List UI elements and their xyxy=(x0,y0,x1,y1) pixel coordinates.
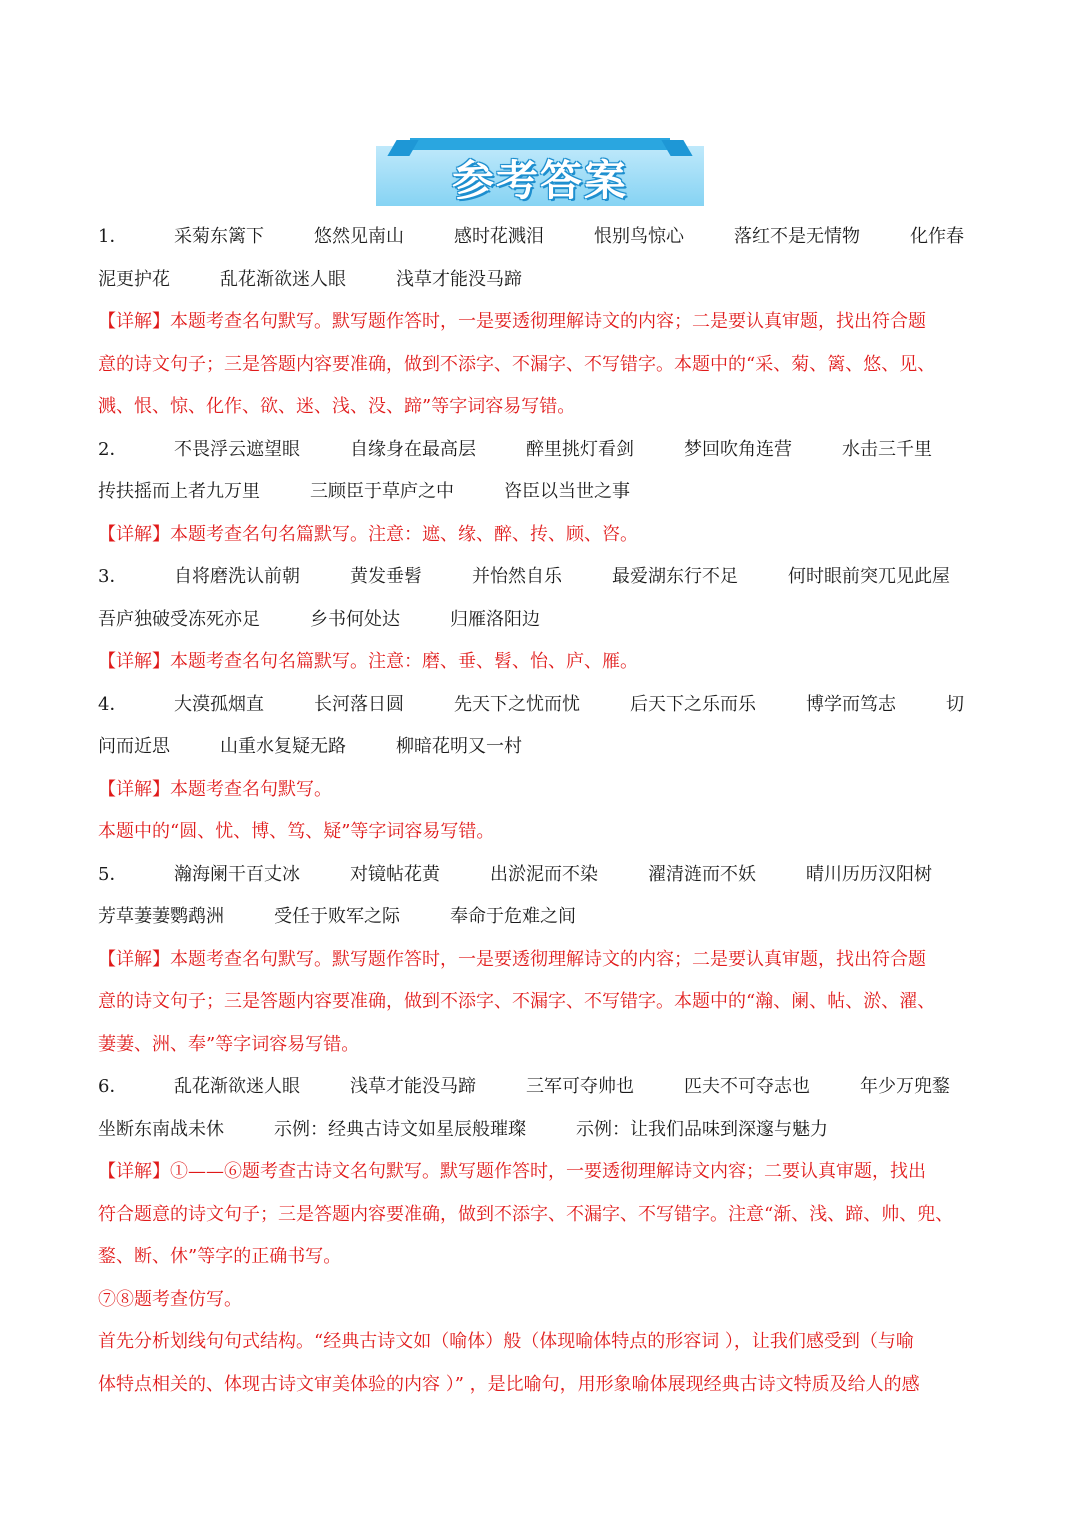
answer-text: 醉里挑灯看剑 xyxy=(526,438,634,460)
answer-text: 坐断东南战未休 xyxy=(98,1118,224,1140)
answer-banner xyxy=(376,138,704,208)
question-number: 2． xyxy=(98,438,128,460)
answer-text: 问而近思 xyxy=(98,736,170,757)
answer-text: 博学而笃志 xyxy=(806,693,896,715)
answer-text: 示例：让我们品味到深邃与魅力 xyxy=(576,1118,828,1140)
answer-line xyxy=(98,1111,984,1154)
explanation-line: 【详解】本题考查名句名篇默写。注意：遮、缘、醉、抟、顾、咨。 xyxy=(98,523,638,545)
explanation-line: 符合题意的诗文句子；三是答题内容要准确，做到不添字、不漏字、不写错字。注意“渐、浅、蹄、帅、兜、 xyxy=(98,1203,954,1225)
explanation-line: 【详解】本题考查名句名篇默写。注意：磨、垂、髫、怡、庐、雁。 xyxy=(98,651,638,672)
answer-line xyxy=(98,686,984,729)
answer-text: 乱花渐欲迷人眼 xyxy=(174,1076,300,1097)
answer-text: 奉命于危难之间 xyxy=(450,906,576,927)
explanation-line: 本题中的“圆、忧、博、笃、疑”等字词容易写错。 xyxy=(98,821,495,842)
answer-content xyxy=(98,218,984,1408)
answer-line xyxy=(98,261,984,304)
answer-text: 出淤泥而不染 xyxy=(490,863,598,885)
question-number: 5． xyxy=(98,863,128,885)
answer-text: 三顾臣于草庐之中 xyxy=(310,481,454,502)
answer-text: 瀚海阑干百丈冰 xyxy=(174,863,300,885)
answer-text: 濯清涟而不妖 xyxy=(648,863,756,885)
answer-line xyxy=(98,728,984,771)
answer-text: 并怡然自乐 xyxy=(472,566,562,587)
explanation-line: 鍪、断、休”等字的正确书写。 xyxy=(98,1246,342,1267)
answer-text: 归雁洛阳边 xyxy=(450,608,540,630)
answer-text: 最爱湖东行不足 xyxy=(612,566,738,587)
explanation-line: 【详解】本题考查名句默写。默写题作答时，一是要透彻理解诗文的内容；二是要认真审题，找出符合题 xyxy=(98,311,926,332)
answer-text: 年少万兜鍪 xyxy=(860,1076,950,1097)
question-number: 1． xyxy=(98,226,128,247)
answer-text: 芳草萋萋鹦鹉洲 xyxy=(98,906,224,927)
answer-text: 受任于败军之际 xyxy=(274,906,400,927)
explanation-line: 【详解】本题考查名句默写。默写题作答时，一是要透彻理解诗文的内容；二是要认真审题，找出符合题 xyxy=(98,948,926,970)
answer-text: 山重水复疑无路 xyxy=(220,736,346,757)
answer-text: 对镜帖花黄 xyxy=(350,863,440,885)
explanation-line: 意的诗文句子；三是答题内容要准确，做到不添字、不漏字、不写错字。本题中的“瀚、阑、帖、淤、濯、 xyxy=(98,991,936,1012)
answer-text: 悠然见南山 xyxy=(314,226,404,247)
banner-title: 参考答案 xyxy=(451,156,628,205)
answer-text: 感时花溅泪 xyxy=(454,226,544,247)
answer-text: 抟扶摇而上者九万里 xyxy=(98,481,260,502)
answer-text: 水击三千里 xyxy=(842,438,932,460)
answer-text: 落红不是无情物 xyxy=(734,226,860,247)
answer-line xyxy=(98,601,984,644)
explanation-line: 【详解】①——⑥题考查古诗文名句默写。默写题作答时，一要透彻理解诗文内容；二要认真审题，找出 xyxy=(98,1161,926,1182)
explanation-line: 体特点相关的、体现古诗文审美体验的内容 ）” ，是比喻句，用形象喻体展现经典古诗文特质及给人的感 xyxy=(98,1373,920,1395)
answer-text: 先天下之忧而忧 xyxy=(454,693,580,715)
answer-text: 示例：经典古诗文如星辰般璀璨 xyxy=(274,1118,526,1140)
answer-text: 浅草才能没马蹄 xyxy=(350,1076,476,1097)
answer-text: 黄发垂髫 xyxy=(350,566,422,587)
answer-line xyxy=(98,218,984,261)
answer-text: 切 xyxy=(946,693,964,715)
answer-text: 不畏浮云遮望眼 xyxy=(174,438,300,460)
answer-text: 晴川历历汉阳树 xyxy=(806,863,932,885)
answer-line xyxy=(98,431,984,474)
answer-text: 吾庐独破受冻死亦足 xyxy=(98,608,260,630)
question-number: 3． xyxy=(98,566,128,587)
answer-line xyxy=(98,558,984,601)
answer-text: 后天下之乐而乐 xyxy=(630,693,756,715)
answer-line xyxy=(98,1068,984,1111)
explanation-line: 意的诗文句子；三是答题内容要准确，做到不添字、不漏字、不写错字。本题中的“采、菊、篱、悠、见、 xyxy=(98,353,936,375)
question-number: 6． xyxy=(98,1076,128,1097)
answer-text: 恨别鸟惊心 xyxy=(594,226,684,247)
answer-text: 长河落日圆 xyxy=(314,693,404,715)
question-number: 4． xyxy=(98,693,128,715)
answer-line xyxy=(98,473,984,516)
answer-text: 自将磨洗认前朝 xyxy=(174,566,300,587)
answer-line xyxy=(98,856,984,899)
answer-text: 乱花渐欲迷人眼 xyxy=(220,268,346,290)
answer-text: 咨臣以当世之事 xyxy=(504,481,630,502)
answer-text: 化作春 xyxy=(910,226,964,247)
answer-text: 柳暗花明又一村 xyxy=(396,736,522,757)
answer-text: 匹夫不可夺志也 xyxy=(684,1076,810,1097)
answer-text: 梦回吹角连营 xyxy=(684,438,792,460)
answer-text: 自缘身在最高层 xyxy=(350,438,476,460)
explanation-line: 首先分析划线句句式结构。“经典古诗文如（喻体）般（体现喻体特点的形容词 ），让我们感受到（与喻 xyxy=(98,1331,914,1352)
explanation-line: 萋萋、洲、奉”等字词容易写错。 xyxy=(98,1033,360,1055)
answer-text: 采菊东篱下 xyxy=(174,226,264,247)
explanation-line: 【详解】本题考查名句默写。 xyxy=(98,778,332,800)
answer-line xyxy=(98,898,984,941)
answer-text: 三军可夺帅也 xyxy=(526,1076,634,1097)
explanation-line: ⑦⑧题考查仿写。 xyxy=(98,1288,242,1310)
explanation-line: 溅、恨、惊、化作、欲、迷、浅、没、蹄”等字词容易写错。 xyxy=(98,396,576,417)
answer-text: 浅草才能没马蹄 xyxy=(396,268,522,290)
answer-text: 泥更护花 xyxy=(98,268,170,290)
answer-text: 乡书何处达 xyxy=(310,608,400,630)
answer-text: 大漠孤烟直 xyxy=(174,693,264,715)
answer-text: 何时眼前突兀见此屋 xyxy=(788,566,950,587)
